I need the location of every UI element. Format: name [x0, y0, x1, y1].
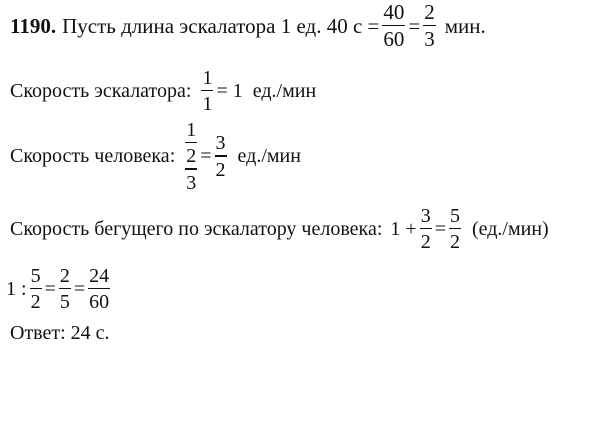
equals-sign: =: [200, 145, 212, 168]
problem-number: 1190.: [10, 13, 57, 38]
person-speed-label: Скорость человека:: [10, 145, 176, 168]
denominator: 2: [215, 158, 226, 181]
denominator: 60: [89, 291, 110, 314]
numerator: 3: [215, 132, 226, 155]
numerator: 1: [186, 119, 197, 141]
numerator: 2: [424, 0, 435, 24]
denominator: 5: [59, 291, 70, 314]
equals-sign: =: [73, 278, 86, 301]
unit-minutes: мин.: [444, 13, 486, 38]
escalator-speed-unit: ед./мин: [252, 80, 317, 103]
answer-text: Ответ: 24 с.: [10, 322, 110, 344]
numerator: 5: [30, 265, 41, 287]
fraction-bar: [382, 25, 405, 26]
denominator: 60: [383, 27, 405, 52]
problem-intro: Пусть длина эскалатора 1 ед. 40 с =: [62, 13, 380, 38]
fraction-bar: [185, 142, 197, 143]
escalator-speed-line: [10, 68, 316, 114]
numerator: 5: [449, 205, 460, 227]
numerator: 2: [59, 265, 70, 287]
fraction-3-2: [215, 133, 227, 179]
denominator: 2: [420, 231, 431, 254]
denominator: 2: [449, 231, 460, 254]
fraction-3-2: [420, 206, 432, 252]
running-speed-unit: (ед./мин): [471, 218, 549, 241]
escalator-speed-label: Скорость эскалатора:: [10, 80, 192, 103]
numerator: 1: [202, 67, 213, 89]
denominator: 2: [30, 291, 41, 314]
equals-sign: =: [408, 13, 421, 38]
problem-statement: [10, 2, 486, 50]
fraction-40-60: [382, 2, 405, 50]
denominator: 3: [424, 27, 435, 52]
fraction-bar: [449, 228, 461, 229]
fraction-bar: [30, 288, 42, 289]
person-speed-unit: ед./мин: [237, 145, 301, 168]
fraction-bar: [215, 155, 227, 156]
fraction-bar: [88, 288, 110, 289]
inner-fraction-2-3: [185, 146, 197, 192]
division-line: [6, 266, 113, 312]
fraction-bar: [420, 228, 432, 229]
fraction-bar: [201, 90, 213, 91]
fraction-24-60: [88, 266, 110, 312]
fraction-5-2: [30, 266, 42, 312]
numerator: 2: [186, 145, 197, 168]
escalator-speed-result: = 1: [216, 80, 243, 103]
numerator: 24: [89, 265, 110, 287]
person-speed-line: [10, 120, 301, 193]
fraction-5-2: [449, 206, 461, 252]
running-speed-line: [10, 206, 549, 252]
fraction-2-3: [423, 2, 436, 50]
fraction-1-1: [201, 68, 213, 114]
running-speed-label: Скорость бегущего по эскалатору человека:: [10, 218, 383, 241]
complex-fraction: [185, 120, 197, 193]
running-speed-lead: 1 +: [390, 218, 417, 241]
division-lead: 1 :: [6, 278, 27, 301]
denominator: 3: [186, 171, 197, 194]
fraction-bar: [423, 25, 436, 26]
numerator: 3: [420, 205, 431, 227]
equals-sign: =: [44, 278, 56, 301]
equals-sign: =: [434, 218, 446, 241]
denominator: 1: [202, 93, 213, 116]
answer-line: [10, 323, 110, 343]
numerator: 40: [383, 0, 405, 24]
fraction-bar: [185, 168, 197, 169]
fraction-bar: [59, 288, 71, 289]
fraction-2-5: [59, 266, 71, 312]
